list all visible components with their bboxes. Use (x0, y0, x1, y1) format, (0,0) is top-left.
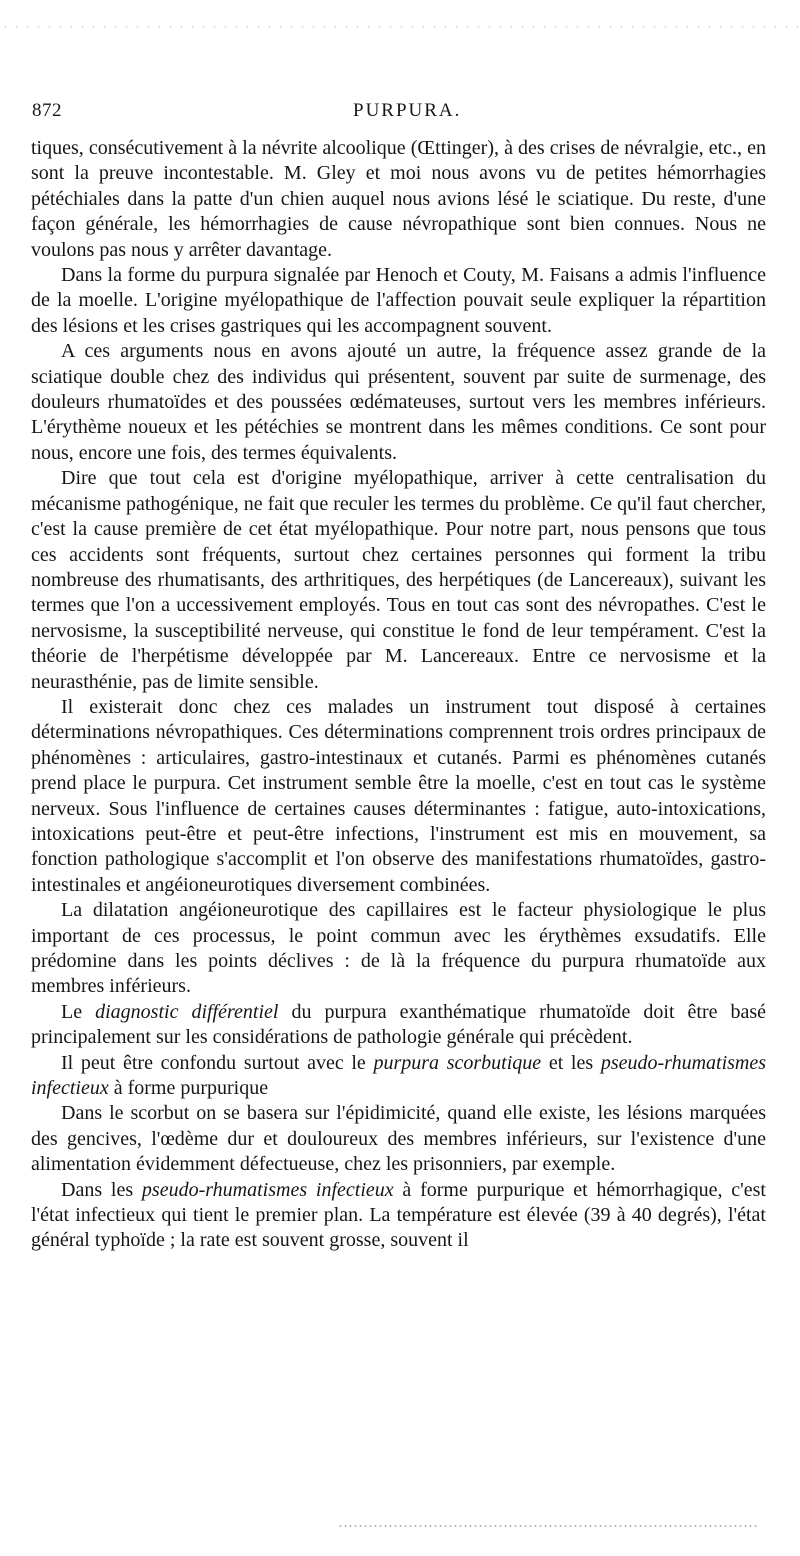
paragraph (31, 263, 766, 339)
text-run: à forme purpurique et hémorrhagique, c'est l'état infectieux qui tient le premier plan. La température est élevée (39 à 40 degrés), l'état général typhoïde ; la rate est souvent grosse, souvent il (31, 1178, 766, 1252)
text-run: Il existerait donc chez ces malades un instrument tout disposé à certaines déterminations névropathiques. Ces déterminations comprennent trois ordres principaux de phénomènes : articulaires, gastro-intestinaux et cutanés. Parmi es phénomènes cutanés prend place le purpura. Cet instrument semble être la moelle, c'est en tout cas le système nerveux. Sous l'influence de certaines causes déterminantes : fatigue, auto-intoxications, intoxications peut-être et peut-être infections, l'instrument est mis en mouvement, sa fonction pathologique s'accomplit et l'on observe des manifestations rhumatoïdes, gastro-intestinales et angéioneurotiques diversement combinées. (31, 695, 766, 896)
text-run: La dilatation angéioneurotique des capillaires est le facteur physiologique le plus important de ces processus, le point commun avec les érythèmes exsudatifs. Elle prédomine dans les points déclives : de là la fréquence du purpura rhumatoïde aux membres inférieurs. (31, 899, 766, 998)
text-run: tiques, consécutivement à la névrite alcoolique (Œttinger), à des crises de névralgie, etc., en sont la preuve incontestable. M. Gley et moi nous avons vu de petites hémorrhagies pétéchiales dans la patte d'un chien auquel nous avions lésé le sciatique. Du reste, d'une façon générale, les hémorrhagies de cause névropathique sont bien connues. Nous ne voulons pas nous y arrêter davantage. (31, 137, 766, 261)
paragraph (31, 466, 766, 695)
italic-term: diagnostic différentiel (95, 1000, 279, 1023)
text-run: Le (61, 1000, 96, 1023)
text-run: Dans le scorbut on se basera sur l'épidimicité, quand elle existe, les lésions marquées des gencives, l'œdème dur et douloureux des membres inférieurs, sur l'existence d'une alimentation évidemment défectueuse, chez les prisonniers, par exemple. (31, 1102, 766, 1176)
text-run: Dans la forme du purpura signalée par Henoch et Couty, M. Faisans a admis l'influence de la moelle. L'origine myélopathique de l'affection pouvait seule expliquer la répartition des lésions et les crises gastriques qui les accompagnent souvent. (31, 264, 766, 337)
paragraph (31, 339, 766, 466)
text-run: du purpura exanthématique rhumatoïde doit être basé principalement sur les considérations de pathologie générale qui précèdent. (31, 1000, 767, 1049)
text-run: Dire que tout cela est d'origine myélopathique, arriver à cette centralisation du mécanisme pathogénique, ne fait que reculer les termes du problème. Ce qu'il faut chercher, c'est la cause première de cet état myélopathique. Pour notre part, nous pensons que tous ces accidents sont fréquents, surtout chez certaines personnes qui forment la tribu nombreuse des rhumatisants, des arthritiques, des herpétiques (de Lancereaux), suivant les termes que l'on a uccessivement employés. Tous en tout cas sont des névropathes. C'est le nervosisme, la susceptibilité nerveuse, qui constitue le fond de leur tempérament. C'est la théorie de l'herpétisme développée par M. Lancereaux. Entre ce nervosisme et la neurasthénie, pas de limite sensible. (31, 467, 766, 693)
scan-speckle-top (0, 26, 800, 28)
paragraph (31, 1101, 766, 1177)
paragraph (31, 898, 766, 1000)
paragraph (31, 1000, 766, 1051)
text-run: à forme purpurique (108, 1077, 269, 1100)
page-header (28, 100, 768, 126)
text-run: Il peut être confondu surtout avec le (61, 1051, 374, 1074)
italic-term: purpura scorbutique (373, 1051, 542, 1074)
italic-term: pseudo-rhumatismes infectieux (141, 1178, 394, 1201)
paragraph (31, 1051, 766, 1102)
text-body (31, 136, 766, 1254)
italic-term: pseudo-rhumatismes infectieux (31, 1051, 767, 1100)
text-run: Dans les (61, 1178, 142, 1201)
text-run: et les (541, 1051, 601, 1074)
page-number: 872 (32, 100, 62, 121)
scan-speckle-bottom (338, 1525, 758, 1527)
paragraph (31, 695, 766, 898)
paragraph (31, 136, 766, 263)
text-run: A ces arguments nous en avons ajouté un autre, la fréquence assez grande de la sciatique double chez des individus qui présentent, souvent par suite de surmenage, des douleurs rhumatoïdes et des poussées œdémateuses, surtout vers les membres inférieurs. L'érythème noueux et les pétéchies se montrent dans les mêmes conditions. Ce sont pour nous, encore une fois, des termes équivalents. (31, 340, 766, 464)
paragraph (31, 1178, 766, 1254)
running-title: PURPURA. (353, 100, 462, 121)
